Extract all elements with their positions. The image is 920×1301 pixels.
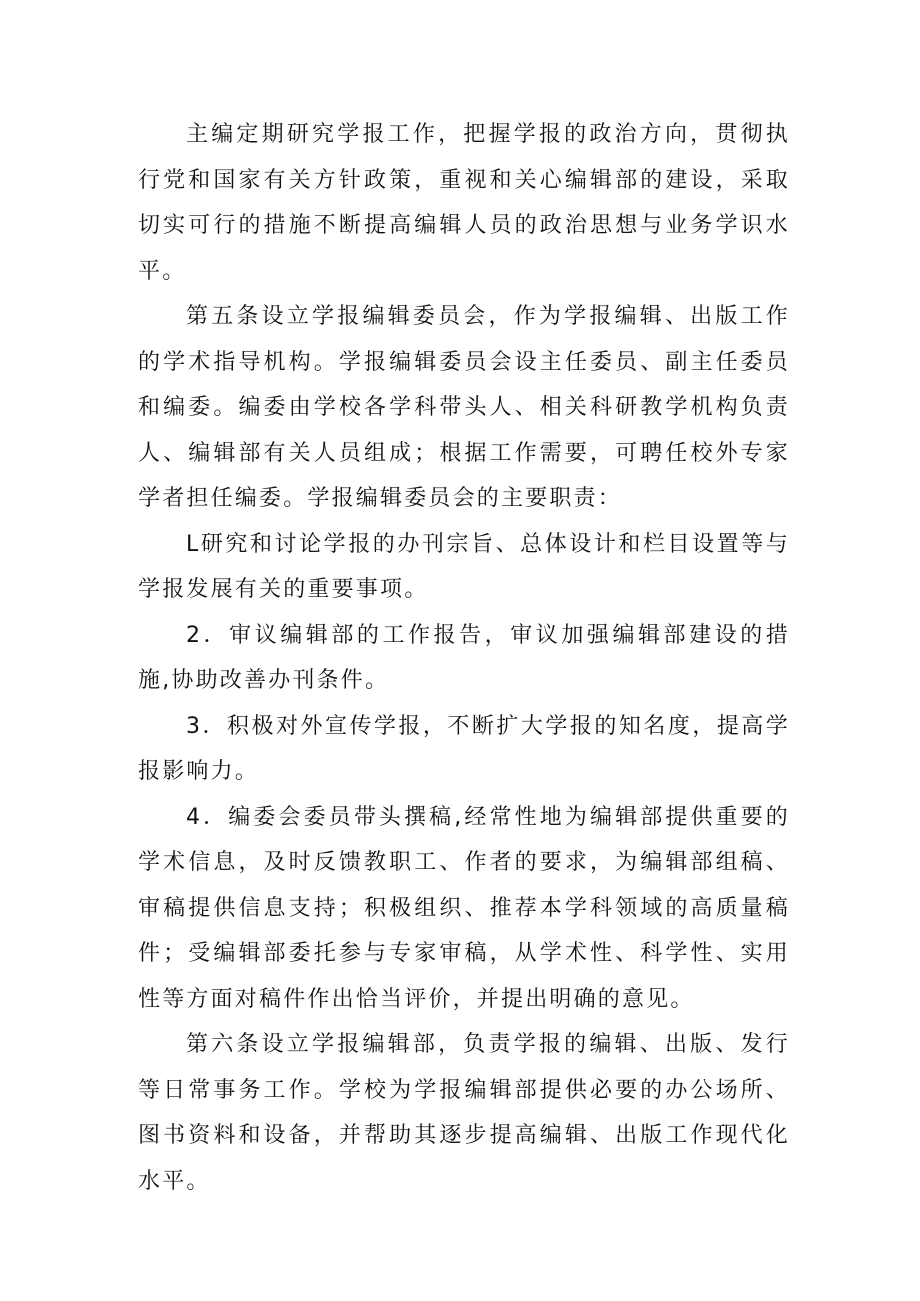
- paragraph-duty-3: 3．积极对外宣传学报，不断扩大学报的知名度，提高学报影响力。: [138, 713, 790, 784]
- paragraph-duty-1: L研究和讨论学报的办刊宗旨、总体设计和栏目设置等与学报发展有关的重要事项。: [138, 531, 790, 602]
- paragraph-duty-4: 4．编委会委员带头撰稿,经常性地为编辑部提供重要的学术信息，及时反馈教职工、作者的要求，为编辑部组稿、审稿提供信息支持；积极组织、推荐本学科领域的高质量稿件；受编辑部委托参与专家审稿，从学术性、科学性、实用性等方面对稿件作出恰当评价，并提出明确的意见。: [138, 804, 790, 1012]
- paragraph-article-5: 第五条设立学报编辑委员会，作为学报编辑、出版工作的学术指导机构。学报编辑委员会设主任委员、副主任委员和编委。编委由学校各学科带头人、相关科研教学机构负责人、编辑部有关人员组成；根据工作需要，可聘任校外专家学者担任编委。学报编辑委员会的主要职责：: [138, 304, 790, 511]
- paragraph-duty-2: 2．审议编辑部的工作报告，审议加强编辑部建设的措施,协助改善办刊条件。: [138, 622, 790, 693]
- document-body: [138, 112, 790, 1204]
- paragraph-article-6: 第六条设立学报编辑部，负责学报的编辑、出版、发行等日常事务工作。学校为学报编辑部提供必要的办公场所、图书资料和设备，并帮助其逐步提高编辑、出版工作现代化水平。: [138, 1032, 790, 1194]
- paragraph-editor-duties: 主编定期研究学报工作，把握学报的政治方向，贯彻执行党和国家有关方针政策，重视和关心编辑部的建设，采取切实可行的措施不断提高编辑人员的政治思想与业务学识水平。: [138, 122, 790, 284]
